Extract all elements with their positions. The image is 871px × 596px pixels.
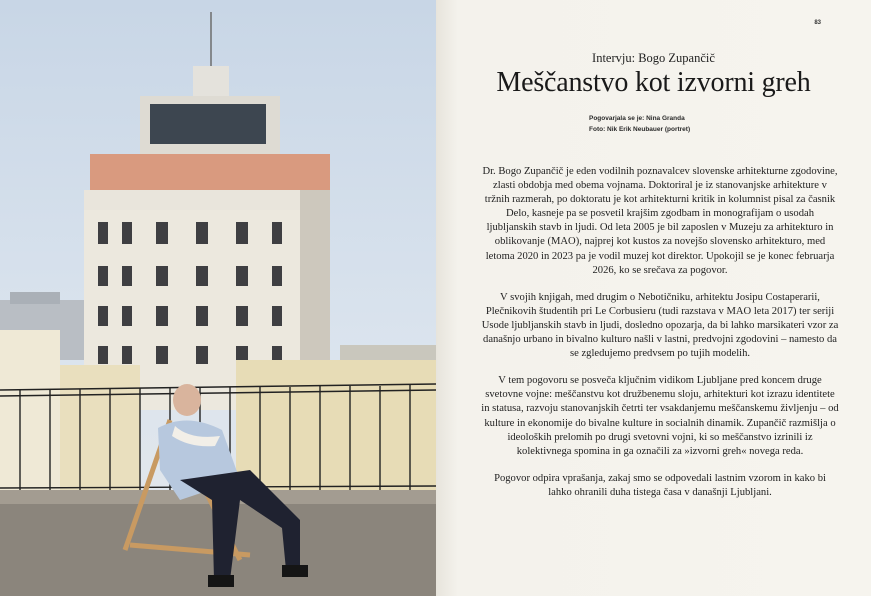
paragraph-intro: Dr. Bogo Zupančič je eden vodilnih poznavalcev slovenske arhitekturne zgodovine, zlasti obdobja med obema vojnama. Doktoriral je iz stanovanjske arhitekture v tržnih razmerah, po doktoratu je kot arhitekturni kritik in kolumnist pisal za časnik Delo, kasneje pa se posvetil krajšim zgodbam in monografijam o usodah ljubljanskih stavb in ljudi. Od leta 2005 je bil zaposlen v Muzeju za arhitekturo in oblikovanje (MAO), najprej kot kustos za novejšo slovensko arhitekturo, med letoma 2020 in 2023 pa je vodil muzej kot direktor. Upokojil se je konec februarja 2026, ko se srečava za pogovor. [482,166,838,276]
paragraph-questions: Pogovor odpira vprašanja, zakaj smo se odpovedali lastnim vzorom in kako bi lahko ohranili duha tistega časa v današnji Ljubljani. [494,472,826,498]
neighbour-building [0,330,60,500]
article-body [481,165,839,513]
page-number: 83 [814,20,821,26]
credits [589,113,690,135]
photo-credit: Foto: Nik Erik Neubauer (portret) [589,126,691,133]
paragraph-topics: V tem pogovoru se posveča ključnim vidikom Ljubljane pred koncem druge svetovne vojne: meščanstvu kot družbenemu sloju, arhitekturi kot izrazu identitete in statusa, razvoju stanovanjskih četrti ter vsakdanjemu meščanskemu življenju – od kulture in ekonomije do bivalne kulture in socialnih dinamik. Zupančič razmišlja o ideoloških prelomih po drugi svetovni vojni, ki so meščanstvo izrinili iz kolektivnega spomina in ga označili za »izvorni greh« novega reda. [481,375,839,457]
neighbour-building [60,365,140,500]
interview-kicker: Intervju: Bogo Zupančič [592,51,715,65]
neighbour-building [236,360,436,500]
paragraph-books: V svojih knjigah, med drugim o Nebotičniku, arhitektu Josipu Costaperarii, Plečnikovih študentih pri Le Corbusieru (tudi razstava v MAO leta 2017) ter seriji Usode ljubljanskih stavb in ljudi, dosledno opozarja, da bi lahko marsikateri vzor za današnjo urbano in bivalno kulturo našli v lastni, predvojni zgodovini – namesto da se zgledujemo predvsem po tujih modelih. [481,291,839,360]
article-page [436,0,871,596]
skyscraper [84,12,330,410]
article-title: Meščanstvo kot izvorni greh [496,67,811,98]
distant-building [10,292,60,304]
interviewer-credit: Pogovarjala se je: Nina Granda [589,115,685,122]
